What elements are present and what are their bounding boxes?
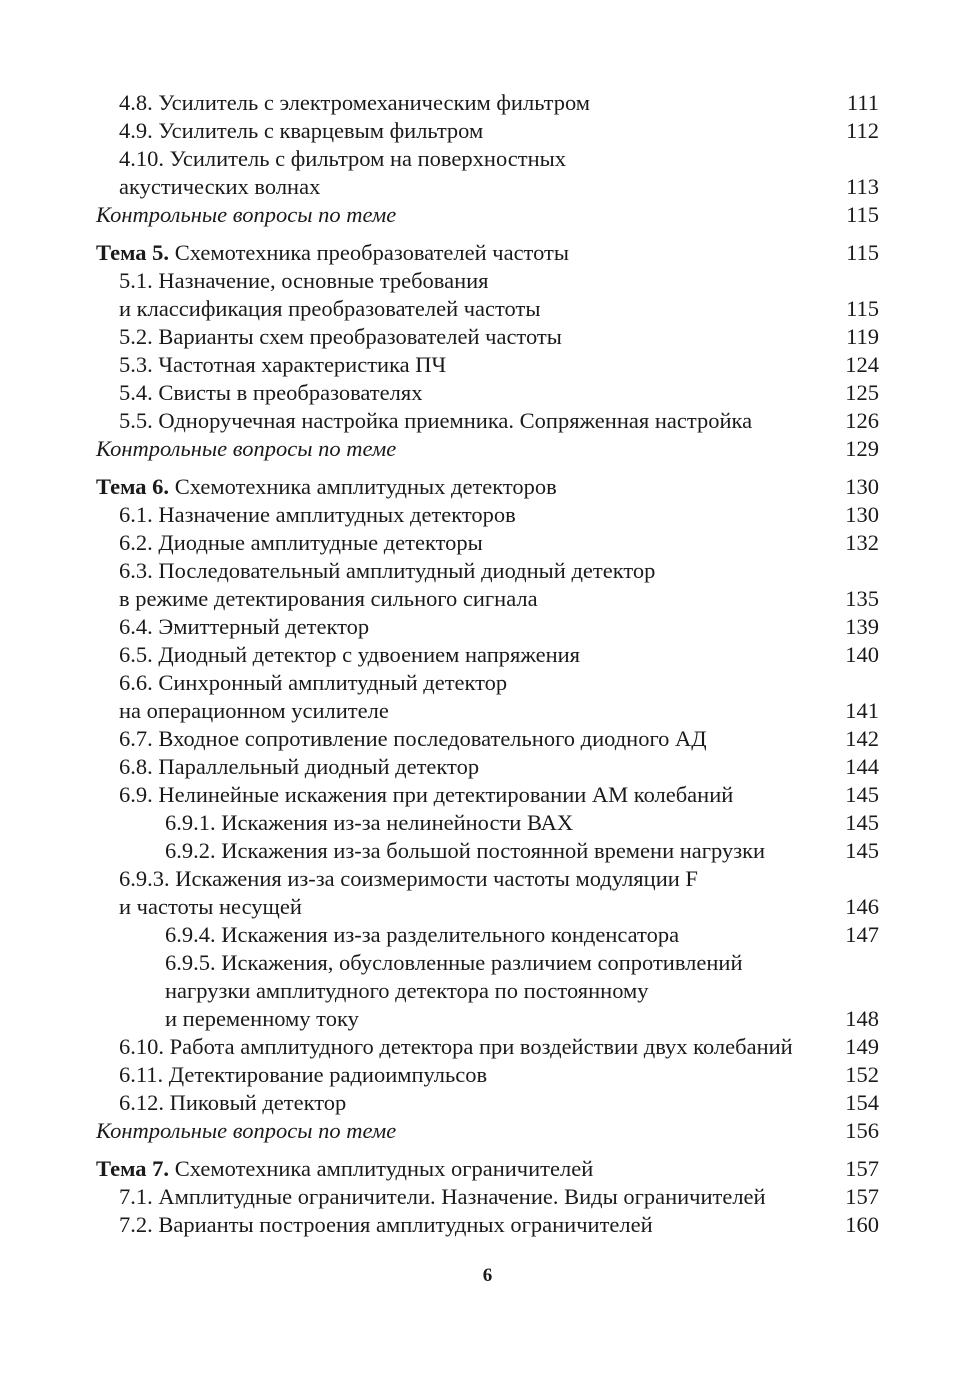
toc-section-label: Тема 6. [96, 474, 170, 499]
table-of-contents [96, 89, 879, 1239]
toc-entry-title: нагрузки амплитудного детектора по постоянному [165, 978, 649, 1003]
toc-entry-title: и переменному току [165, 1006, 359, 1031]
toc-entry-page: 156 [845, 1118, 879, 1143]
toc-entry [96, 837, 879, 865]
toc-entry [96, 117, 879, 145]
page-number: 6 [482, 1265, 493, 1286]
toc-entry-title: 5.5. Одноручечная настройка приемника. Сопряженная настройка [119, 408, 753, 433]
toc-entry [96, 949, 879, 977]
toc-entry-title: 5.2. Варианты схем преобразователей частоты [119, 324, 562, 349]
toc-entry-title: в режиме детектирования сильного сигнала [119, 586, 538, 611]
toc-entry-title: на операционном усилителе [119, 698, 389, 723]
toc-entry-title: 6.11. Детектирование радиоимпульсов [119, 1062, 488, 1087]
toc-entry-title: 4.9. Усилитель с кварцевым фильтром [119, 118, 484, 143]
toc-entry [96, 753, 879, 781]
toc-entry [96, 557, 879, 585]
toc-section-heading [96, 473, 879, 501]
toc-entry-page: 115 [846, 240, 879, 265]
toc-entry [96, 173, 879, 201]
toc-entry [96, 145, 879, 173]
toc-entry-title: 6.8. Параллельный диодный детектор [119, 754, 480, 779]
toc-entry [96, 809, 879, 837]
toc-entry-title: 6.9.5. Искажения, обусловленные различием сопротивлений [165, 950, 743, 975]
toc-entry-title: 6.3. Последовательный амплитудный диодный детектор [119, 558, 656, 583]
toc-entry-title: 5.4. Свисты в преобразователях [119, 380, 423, 405]
toc-entry-title [96, 1155, 593, 1183]
toc-entry [96, 921, 879, 949]
toc-entry [96, 1033, 879, 1061]
toc-entry-title: Контрольные вопросы по теме [96, 1118, 397, 1143]
toc-entry-title: и частоты несущей [119, 894, 302, 919]
toc-entry-page: 142 [845, 726, 879, 751]
toc-entry-title: 6.7. Входное сопротивление последовательного диодного АД [119, 726, 707, 751]
toc-entry-page: 125 [845, 380, 879, 405]
toc-entry [96, 295, 879, 323]
toc-entry-page: 157 [845, 1184, 879, 1209]
toc-entry [96, 613, 879, 641]
toc-entry-page: 160 [845, 1212, 879, 1237]
toc-entry [96, 1211, 879, 1239]
toc-section-heading [96, 1155, 879, 1183]
toc-entry [96, 1089, 879, 1117]
toc-review-questions [96, 435, 879, 463]
toc-section-label: Тема 7. [96, 1156, 170, 1181]
toc-entry-title: 6.9.4. Искажения из-за разделительного конденсатора [165, 922, 680, 947]
toc-entry-page: 115 [846, 296, 879, 321]
toc-entry-title: 4.10. Усилитель с фильтром на поверхностных [119, 146, 566, 171]
toc-entry-title [96, 473, 557, 501]
toc-entry-title: акустических волнах [119, 174, 321, 199]
toc-entry [96, 529, 879, 557]
toc-entry-title: 6.10. Работа амплитудного детектора при воздействии двух колебаний [119, 1034, 793, 1059]
toc-entry-page: 145 [845, 810, 879, 835]
toc-entry-page: 130 [845, 474, 879, 499]
toc-entry-title: 7.1. Амплитудные ограничители. Назначение. Виды ограничителей [119, 1184, 766, 1209]
toc-entry-page: 141 [845, 698, 879, 723]
toc-entry-title: 6.5. Диодный детектор с удвоением напряжения [119, 642, 581, 667]
toc-entry [96, 1005, 879, 1033]
toc-entry-title: 6.6. Синхронный амплитудный детектор [119, 670, 508, 695]
toc-entry-title [96, 239, 569, 267]
toc-entry-page: 140 [845, 642, 879, 667]
toc-entry-title: и классификация преобразователей частоты [119, 296, 541, 321]
toc-entry-title: 6.9. Нелинейные искажения при детектировании АМ колебаний [119, 782, 734, 807]
toc-entry-page: 132 [845, 530, 879, 555]
toc-entry-page: 145 [845, 782, 879, 807]
toc-entry-page: 146 [845, 894, 879, 919]
toc-entry-title: 4.8. Усилитель с электромеханическим фильтром [119, 90, 591, 115]
toc-entry-page: 124 [845, 352, 879, 377]
toc-section-title: Схемотехника преобразователей частоты [169, 240, 569, 265]
toc-entry [96, 585, 879, 613]
toc-section-label: Тема 5. [96, 240, 170, 265]
toc-section-title: Схемотехника амплитудных детекторов [169, 474, 557, 499]
toc-entry-page: 135 [845, 586, 879, 611]
toc-entry-title: 6.1. Назначение амплитудных детекторов [119, 502, 516, 527]
toc-entry-page: 145 [845, 838, 879, 863]
toc-entry-page: 113 [846, 174, 879, 199]
toc-entry-title: Контрольные вопросы по теме [96, 436, 397, 461]
toc-entry [96, 641, 879, 669]
toc-entry-title: 6.9.2. Искажения из-за большой постоянной времени нагрузки [165, 838, 766, 863]
toc-entry-page: 139 [845, 614, 879, 639]
toc-section-heading [96, 239, 879, 267]
toc-entry-title: 7.2. Варианты построения амплитудных ограничителей [119, 1212, 653, 1237]
toc-entry-page: 157 [845, 1156, 879, 1181]
toc-entry-page: 149 [845, 1034, 879, 1059]
toc-entry [96, 781, 879, 809]
toc-entry-title: Контрольные вопросы по теме [96, 202, 397, 227]
toc-entry [96, 893, 879, 921]
toc-entry [96, 407, 879, 435]
toc-entry [96, 1183, 879, 1211]
toc-entry-page: 152 [845, 1062, 879, 1087]
toc-entry [96, 323, 879, 351]
toc-entry [96, 89, 879, 117]
toc-entry [96, 501, 879, 529]
toc-review-questions [96, 201, 879, 229]
toc-entry-title: 6.12. Пиковый детектор [119, 1090, 347, 1115]
toc-review-questions [96, 1117, 879, 1145]
toc-entry-page: 126 [845, 408, 879, 433]
toc-entry-page: 148 [845, 1006, 879, 1031]
toc-entry-title: 6.9.3. Искажения из-за соизмеримости частоты модуляции F [119, 866, 698, 891]
toc-entry-title: 6.4. Эмиттерный детектор [119, 614, 370, 639]
toc-entry-title: 5.3. Частотная характеристика ПЧ [119, 352, 447, 377]
toc-entry-page: 154 [845, 1090, 879, 1115]
toc-entry-page: 129 [845, 436, 879, 461]
toc-entry-page: 111 [846, 90, 879, 115]
toc-entry [96, 697, 879, 725]
toc-entry [96, 669, 879, 697]
toc-entry-page: 112 [846, 118, 879, 143]
toc-entry [96, 977, 879, 1005]
toc-entry [96, 267, 879, 295]
toc-entry-title: 5.1. Назначение, основные требования [119, 268, 489, 293]
toc-entry-title: 6.2. Диодные амплитудные детекторы [119, 530, 483, 555]
toc-entry-title: 6.9.1. Искажения из-за нелинейности ВАХ [165, 810, 574, 835]
toc-entry [96, 725, 879, 753]
toc-entry [96, 865, 879, 893]
toc-entry-page: 115 [846, 202, 879, 227]
toc-entry [96, 379, 879, 407]
toc-entry [96, 1061, 879, 1089]
toc-entry-page: 130 [845, 502, 879, 527]
toc-entry-page: 144 [845, 754, 879, 779]
toc-entry [96, 351, 879, 379]
toc-section-title: Схемотехника амплитудных ограничителей [169, 1156, 594, 1181]
toc-entry-page: 147 [845, 922, 879, 947]
toc-entry-page: 119 [846, 324, 879, 349]
